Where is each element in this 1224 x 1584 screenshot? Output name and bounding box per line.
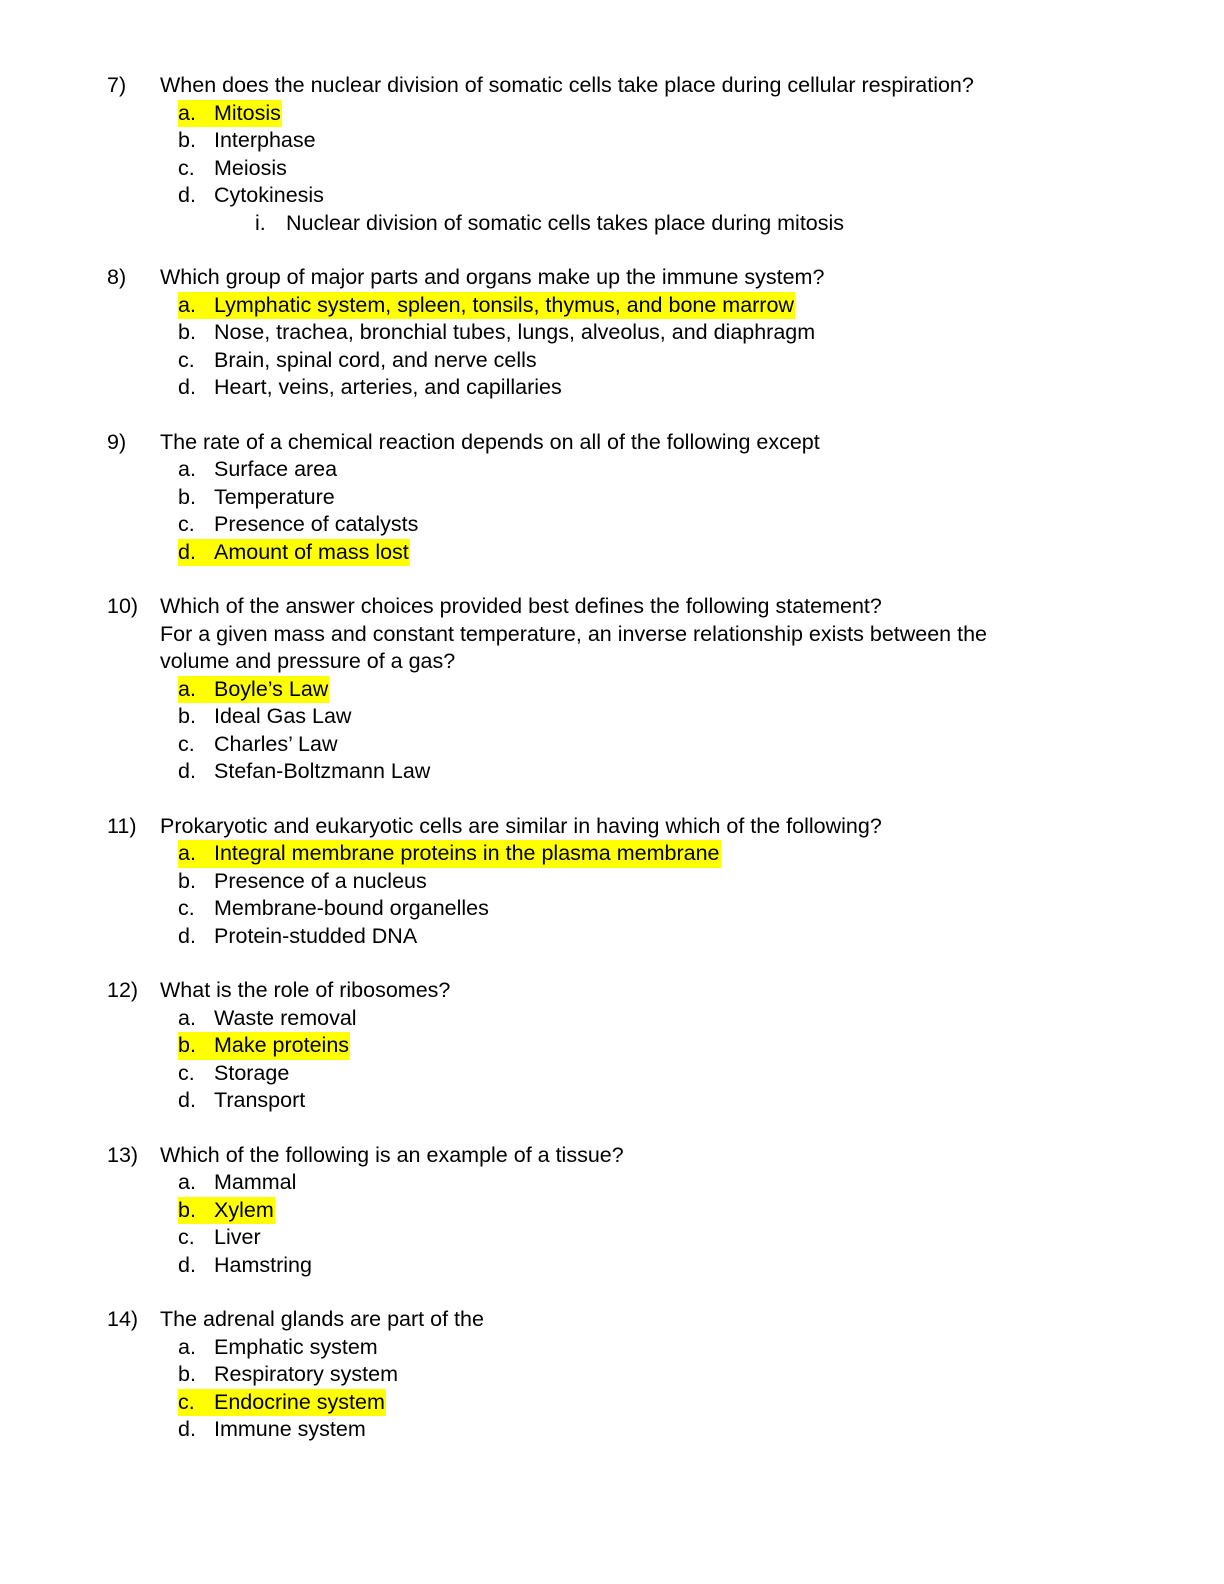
answer-choice [0,840,1224,868]
choice-letter: d. [178,923,196,948]
choice-text: Integral membrane proteins in the plasma membrane [214,841,720,865]
choice-letter: c. [178,512,195,536]
answer-option [178,127,316,155]
question-text: Which of the answer choices provided best defines the following statement? [160,594,882,618]
highlighted-answer [178,676,329,704]
choice-letter: d. [178,183,196,207]
question-text: For a given mass and constant temperature, an inverse relationship exists between the [160,621,988,646]
answer-choice [0,1224,1224,1252]
choice-text: Make proteins [214,1033,350,1057]
choice-text: Xylem [214,1197,274,1222]
answer-choice [0,1252,1224,1280]
choice-text: Cytokinesis [214,183,324,207]
choice-text: Temperature [214,484,335,509]
question-number: 13) [107,1142,139,1167]
choice-letter: b. [178,1362,196,1386]
choice-letter: d. [178,375,196,399]
question-text: When does the nuclear division of somatic cells take place during cellular respiration? [160,73,974,97]
choice-text: Respiratory system [214,1362,398,1386]
answer-option [178,1334,378,1362]
choice-letter: b. [178,1197,196,1222]
choice-letter: c. [178,1225,195,1249]
question-number: 12) [107,978,139,1002]
answer-choice [0,127,1224,155]
choice-text: Interphase [214,128,316,152]
answer-option [178,511,418,539]
question-block [0,977,1224,1115]
answer-option [178,758,430,786]
choice-letter: c. [178,896,195,920]
choice-text: Endocrine system [214,1389,385,1414]
question-block [0,264,1224,402]
choice-letter: b. [178,1033,196,1057]
answer-option [178,319,815,347]
choice-text: Nose, trachea, bronchial tubes, lungs, alveolus, and diaphragm [214,320,816,344]
answer-choice [0,1197,1224,1225]
highlighted-answer [178,1032,350,1060]
answer-choice [0,895,1224,923]
question-line [0,813,1224,841]
note-numeral: i. [255,210,266,235]
choice-text: Transport [214,1088,306,1112]
choice-text: Liver [214,1225,261,1249]
choice-letter: a. [178,100,196,125]
answer-option [178,868,427,896]
question-line [0,977,1224,1005]
answer-choice [0,758,1224,786]
answer-choice [0,676,1224,704]
answer-option [178,374,562,402]
choice-text: Waste removal [214,1005,357,1030]
question-text: The adrenal glands are part of the [160,1307,484,1331]
choice-letter: c. [178,347,195,372]
question-text: The rate of a chemical reaction depends on all of the following except [160,429,820,454]
highlighted-answer [178,100,282,128]
question-number: 10) [107,594,139,618]
answer-option [178,1252,312,1280]
choice-letter: b. [178,704,196,728]
answer-choice [0,1334,1224,1362]
choice-text: Immune system [214,1417,366,1441]
answer-option [178,1416,366,1444]
answer-choice [0,374,1224,402]
answer-choice [0,182,1224,210]
choice-text: Boyle’s Law [214,676,329,701]
question-text: Which group of major parts and organs make up the immune system? [160,265,825,289]
choice-text: Surface area [214,457,338,481]
answer-option [178,484,335,512]
question-document [0,72,1224,1471]
choice-letter: b. [178,320,196,344]
question-number: 7) [107,73,127,97]
choice-text: Protein-studded DNA [214,923,418,948]
highlighted-answer [178,539,410,567]
answer-option [178,1005,357,1033]
choice-letter: d. [178,759,196,783]
choice-text: Amount of mass lost [214,539,409,564]
question-block [0,593,1224,786]
answer-option [178,1087,305,1115]
choice-letter: b. [178,484,196,509]
choice-letter: c. [178,731,195,756]
choice-text: Mitosis [214,100,281,125]
question-block [0,72,1224,237]
answer-choice [0,456,1224,484]
choice-letter: d. [178,1088,196,1112]
answer-option [178,1224,261,1252]
choice-text: Hamstring [214,1252,312,1277]
question-line [0,621,1224,649]
question-number: 11) [107,813,137,838]
answer-choice [0,155,1224,183]
answer-choice [0,319,1224,347]
choice-text: Membrane-bound organelles [214,896,489,920]
question-block [0,1306,1224,1444]
answer-option [178,1060,289,1088]
question-block [0,813,1224,951]
question-line [0,593,1224,621]
choice-text: Presence of a nucleus [214,868,427,893]
answer-choice [0,1032,1224,1060]
choice-letter: b. [178,128,196,152]
choice-letter: c. [178,1060,195,1085]
answer-choice [0,868,1224,896]
choice-letter: a. [178,457,196,481]
highlighted-answer [178,1197,275,1225]
question-line [0,72,1224,100]
choice-text: Mammal [214,1170,297,1194]
answer-choice [0,1169,1224,1197]
choice-letter: a. [178,1005,196,1030]
answer-option [178,731,337,759]
question-line [0,648,1224,676]
question-line [0,264,1224,292]
explanation-note [0,210,1224,238]
answer-choice [0,923,1224,951]
answer-option [178,347,537,375]
choice-text: Presence of catalysts [214,512,419,536]
choice-text: Heart, veins, arteries, and capillaries [214,375,562,399]
answer-choice [0,1416,1224,1444]
choice-text: Emphatic system [214,1334,378,1359]
question-text: Which of the following is an example of a tissue? [160,1142,624,1167]
choice-letter: d. [178,539,196,564]
answer-option [178,155,287,183]
choice-text: Stefan-Boltzmann Law [214,759,431,783]
choice-letter: a. [178,841,196,865]
choice-letter: a. [178,676,196,701]
answer-choice [0,703,1224,731]
answer-choice [0,347,1224,375]
choice-letter: b. [178,868,196,893]
note-text: Nuclear division of somatic cells takes place during mitosis [286,210,845,235]
choice-text: Charles’ Law [214,731,338,756]
highlighted-answer [178,840,721,868]
highlighted-answer [178,1389,386,1417]
choice-text: Storage [214,1060,290,1085]
answer-choice [0,1005,1224,1033]
choice-letter: a. [178,1170,196,1194]
choice-letter: c. [178,1389,195,1414]
question-line [0,1142,1224,1170]
answer-choice [0,1389,1224,1417]
question-text: What is the role of ribosomes? [160,978,451,1002]
choice-letter: a. [178,292,196,317]
choice-letter: c. [178,155,195,180]
answer-option [178,456,337,484]
choice-letter: d. [178,1417,196,1441]
answer-choice [0,539,1224,567]
choice-text: Lymphatic system, spleen, tonsils, thymus, and bone marrow [214,292,794,317]
question-number: 14) [107,1307,139,1331]
choice-text: Brain, spinal cord, and nerve cells [214,347,537,372]
answer-option [178,1361,398,1389]
question-block [0,429,1224,567]
answer-choice [0,1060,1224,1088]
question-block [0,1142,1224,1280]
choice-text: Ideal Gas Law [214,704,352,728]
answer-choice [0,1361,1224,1389]
choice-text: Meiosis [214,155,287,180]
answer-option [178,923,417,951]
answer-option [178,182,324,210]
answer-choice [0,511,1224,539]
question-number: 9) [107,429,127,454]
answer-option [178,703,351,731]
answer-option [178,1169,296,1197]
answer-option [178,895,489,923]
choice-letter: a. [178,1334,196,1359]
question-text: Prokaryotic and eukaryotic cells are similar in having which of the following? [160,813,882,838]
answer-choice [0,731,1224,759]
answer-choice [0,292,1224,320]
answer-choice [0,1087,1224,1115]
question-text: volume and pressure of a gas? [160,649,456,673]
answer-choice [0,100,1224,128]
question-number: 8) [107,265,127,289]
answer-choice [0,484,1224,512]
question-line [0,429,1224,457]
highlighted-answer [178,292,795,320]
choice-letter: d. [178,1252,196,1277]
question-line [0,1306,1224,1334]
